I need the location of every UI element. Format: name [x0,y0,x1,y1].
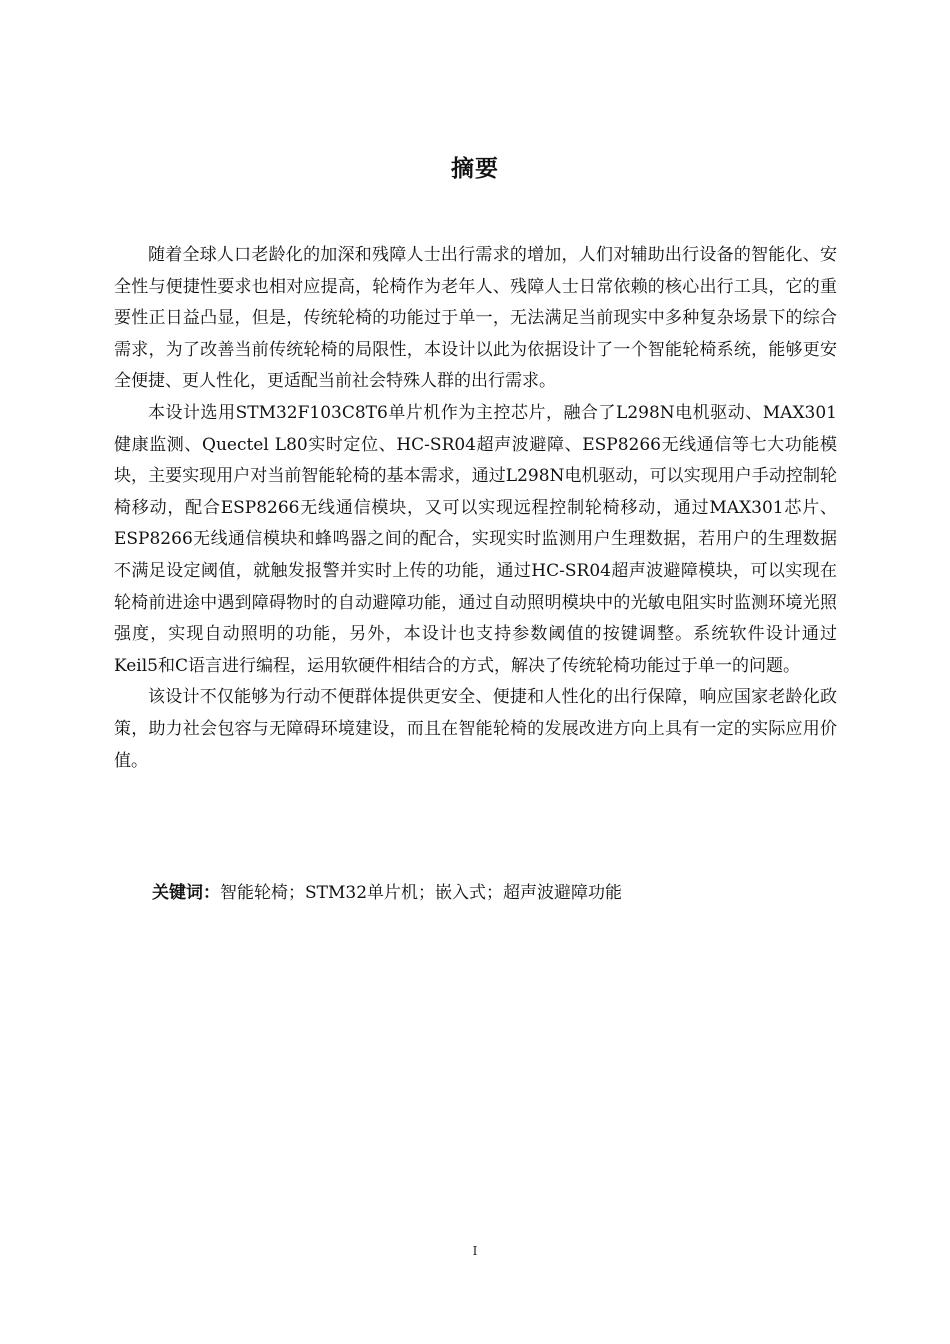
keywords-text: 智能轮椅；STM32单片机；嵌入式；超声波避障功能 [220,883,623,903]
page-number: I [472,1244,478,1258]
abstract-paragraph-1: 随着全球人口老龄化的加深和残障人士出行需求的增加，人们对辅助出行设备的智能化、安全性与便捷性要求也相对应提高，轮椅作为老年人、残障人士日常依赖的核心出行工具，它的重要性正日益凸显，但是，传统轮椅的功能过于单一，无法满足当前现实中多种复杂场景下的综合需求，为了改善当前传统轮椅的局限性，本设计以此为依据设计了一个智能轮椅系统，能够更安全便捷、更人性化，更适配当前社会特殊人群的出行需求。 [114,245,837,392]
keywords-label: 关键词： [152,883,220,903]
page-title: 摘要 [451,156,499,182]
keywords-line [152,878,832,910]
abstract-paragraph-3: 该设计不仅能够为行动不便群体提供更安全、便捷和人性化的出行保障，响应国家老龄化政策，助力社会包容与无障碍环境建设，而且在智能轮椅的发展改进方向上具有一定的实际应用价值。 [114,687,837,771]
abstract-body [114,240,837,777]
abstract-paragraph-2: 本设计选用STM32F103C8T6单片机作为主控芯片，融合了L298N电机驱动、MAX301健康监测、Quectel L80实时定位、HC-SR04超声波避障、ESP8266无线通信等七大功能模块，主要实现用户对当前智能轮椅的基本需求，通过L298N电机驱动，可以实现用户手动控制轮椅移动，配合ESP8266无线通信模块，又可以实现远程控制轮椅移动，通过MAX301芯片、ESP8266无线通信模块和蜂鸣器之间的配合，实现实时监测用户生理数据，若用户的生理数据不满足设定阈值，就触发报警并实时上传的功能，通过HC-SR04超声波避障模块，可以实现在轮椅前进途中遇到障碍物时的自动避障功能，通过自动照明模块中的光敏电阻实时监测环境光照强度，实现自动照明的功能，另外，本设计也支持参数阈值的按键调整。系统软件设计通过Keil5和C语言进行编程，运用软硬件相结合的方式，解决了传统轮椅功能过于单一的问题。 [114,402,837,676]
